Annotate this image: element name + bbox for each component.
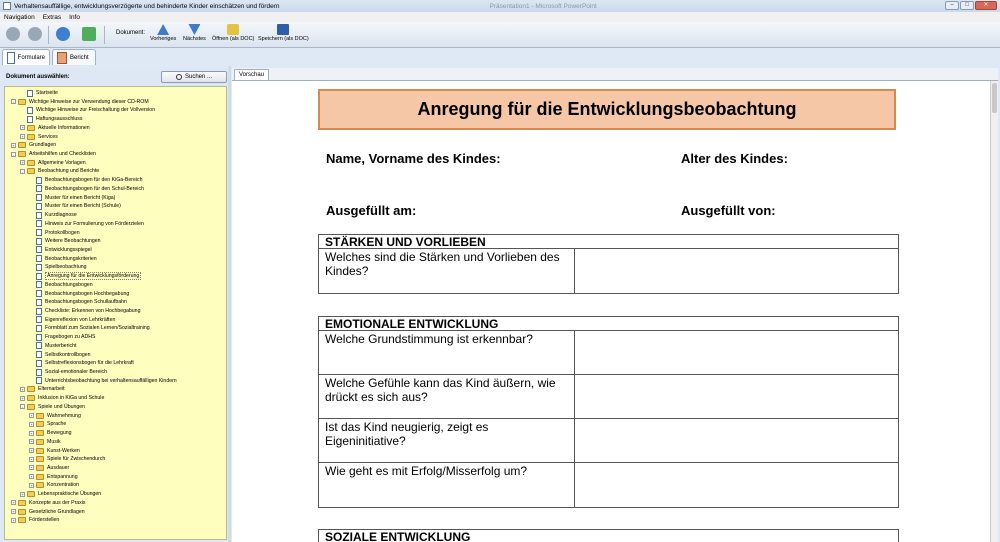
open-doc-label: Öffnen (als DOC) bbox=[212, 36, 255, 42]
tree-item-label: Muster für einen Bericht (Kiga) bbox=[45, 194, 116, 201]
tree-item[interactable] bbox=[29, 229, 80, 237]
answer-cell[interactable] bbox=[575, 331, 898, 374]
document-icon bbox=[36, 334, 42, 341]
section-heading: EMOTIONALE ENTWICKLUNG bbox=[319, 317, 898, 331]
collapse-icon[interactable]: - bbox=[21, 168, 24, 174]
folder-icon bbox=[18, 500, 26, 506]
document-icon bbox=[36, 255, 42, 262]
tree-item[interactable] bbox=[29, 429, 72, 437]
document-tree bbox=[4, 86, 227, 540]
expand-icon[interactable]: + bbox=[12, 517, 15, 523]
document-label: Dokument: bbox=[116, 30, 146, 36]
left-panel-header bbox=[2, 68, 227, 85]
tree-item[interactable] bbox=[11, 499, 86, 507]
tree-item[interactable] bbox=[29, 194, 115, 202]
tree-item[interactable] bbox=[29, 447, 80, 455]
tree-item[interactable] bbox=[29, 420, 66, 428]
tree-item[interactable] bbox=[29, 202, 121, 210]
close-button[interactable]: ✕ bbox=[975, 1, 997, 10]
tree-item-label: Wichtige Hinweise zur Verwendung dieser CD-ROM bbox=[29, 98, 149, 105]
tree-item-label: Unterrichtsbeobachtung bei verhaltensauffälligen Kindern bbox=[45, 377, 177, 384]
tree-item-label: Musik bbox=[47, 438, 61, 445]
folder-icon bbox=[36, 448, 44, 454]
expand-icon[interactable]: + bbox=[30, 413, 33, 419]
folder-icon bbox=[27, 134, 35, 140]
tree-item-label: Beobachtungsbogen für den KiGa-Bereich bbox=[45, 177, 143, 184]
tree-item[interactable] bbox=[29, 464, 69, 472]
tree-item-label: Beobachtungsbogen Hochbegabung bbox=[45, 290, 130, 297]
document-icon bbox=[27, 107, 33, 114]
tree-item[interactable] bbox=[11, 516, 59, 524]
section-staerken bbox=[318, 234, 899, 294]
tree-item[interactable] bbox=[29, 333, 95, 341]
save-doc-button[interactable] bbox=[258, 24, 309, 42]
tab-formulare[interactable] bbox=[2, 49, 50, 65]
collapse-icon[interactable]: - bbox=[12, 99, 15, 105]
folder-icon bbox=[18, 99, 26, 105]
question-text: Welches sind die Stärken und Vorlieben des Kindes? bbox=[319, 249, 575, 293]
question-text: Welche Grundstimmung ist erkennbar? bbox=[319, 331, 575, 374]
tree-item[interactable] bbox=[11, 141, 56, 149]
menu-navigation[interactable]: Navigation bbox=[4, 13, 35, 21]
expand-icon[interactable]: + bbox=[12, 500, 15, 506]
preview-pane bbox=[232, 68, 998, 542]
forward-icon[interactable] bbox=[28, 27, 42, 41]
document-icon bbox=[36, 325, 42, 332]
tree-item-label: Allgemeine Vorlagen bbox=[38, 159, 86, 166]
tree-item-label: Muster für einen Bericht (Schule) bbox=[45, 203, 121, 210]
tree-item-label: Protokollbogen bbox=[45, 229, 80, 236]
tree-item-label: Wahrnehmung bbox=[47, 412, 81, 419]
document-icon bbox=[36, 238, 42, 245]
tree-item[interactable] bbox=[20, 403, 85, 411]
tree-item[interactable] bbox=[29, 377, 177, 385]
answer-cell[interactable] bbox=[575, 375, 898, 418]
expand-icon[interactable]: + bbox=[12, 142, 15, 148]
question-row bbox=[319, 375, 898, 419]
back-icon[interactable] bbox=[6, 27, 20, 41]
folder-icon bbox=[18, 142, 26, 148]
tree-item-label: Entwicklungsspiegel bbox=[45, 246, 92, 253]
tree-item[interactable] bbox=[29, 176, 142, 184]
tree-item-label: Eigenreflexion von Lehrkräften bbox=[45, 316, 116, 323]
tab-vorschau[interactable]: Vorschau bbox=[234, 69, 269, 80]
expand-icon[interactable]: + bbox=[30, 448, 33, 454]
document-icon bbox=[36, 299, 42, 306]
menu-extras[interactable]: Extras bbox=[42, 13, 62, 21]
document-icon bbox=[36, 308, 42, 315]
tree-item-label: Konzentration bbox=[47, 482, 80, 489]
tree-item-label: Entspannung bbox=[47, 473, 78, 480]
tree-item[interactable] bbox=[29, 281, 93, 289]
tree-item[interactable] bbox=[29, 237, 101, 245]
folder-icon bbox=[18, 517, 26, 523]
tree-item[interactable] bbox=[29, 438, 61, 446]
question-text: Welche Gefühle kann das Kind äußern, wie drückt es sich aus? bbox=[319, 375, 575, 418]
folder-icon bbox=[18, 151, 26, 157]
tree-item[interactable] bbox=[29, 290, 129, 298]
tree-item-label: Inklusion in KiGa und Schule bbox=[38, 395, 105, 402]
toolbar-separator bbox=[104, 26, 105, 44]
tree-item-label: Beobachtungsbogen bbox=[45, 281, 93, 288]
tree-item-label: Weitere Beobachtungen bbox=[45, 238, 101, 245]
folder-icon bbox=[36, 465, 44, 471]
filled-by-label: Ausgefüllt von: bbox=[681, 203, 776, 218]
tree-item[interactable] bbox=[11, 98, 149, 106]
tree-item[interactable] bbox=[29, 342, 76, 350]
document-icon bbox=[36, 185, 42, 192]
question-text: Ist das Kind neugierig, zeigt es Eigeninitiative? bbox=[319, 419, 575, 462]
question-row bbox=[319, 463, 898, 507]
form-icon bbox=[7, 52, 15, 64]
tree-item[interactable] bbox=[20, 159, 86, 167]
tree-item[interactable] bbox=[20, 167, 99, 175]
tree-item[interactable] bbox=[29, 185, 144, 193]
expand-icon[interactable]: + bbox=[30, 421, 33, 427]
window-title: Verhaltensauffällige, entwicklungsverzögerte und behinderte Kinder einschätzen und fördern bbox=[14, 2, 280, 10]
document-icon bbox=[36, 194, 42, 201]
toolbar-separator bbox=[48, 26, 49, 44]
folder-icon bbox=[36, 413, 44, 419]
tree-item-label: Gesetzliche Grundlagen bbox=[29, 508, 85, 515]
section-heading: SOZIALE ENTWICKLUNG bbox=[319, 530, 898, 542]
collapse-icon[interactable]: - bbox=[12, 151, 15, 157]
filled-on-label: Ausgefüllt am: bbox=[326, 203, 417, 218]
document-icon bbox=[36, 290, 42, 297]
tree-item-label: Förderstellen bbox=[29, 517, 60, 524]
folder-icon bbox=[36, 430, 44, 436]
document-icon bbox=[36, 246, 42, 253]
question-row bbox=[319, 331, 898, 375]
previous-button[interactable] bbox=[150, 24, 176, 42]
form-title: Anregung für die Entwicklungsbeobachtung bbox=[417, 99, 797, 119]
folder-icon bbox=[27, 125, 35, 131]
open-folder-icon bbox=[227, 24, 239, 35]
tree-item-label: Haftungsausschluss bbox=[36, 116, 83, 123]
app-icon bbox=[3, 2, 11, 10]
document-icon bbox=[27, 116, 33, 123]
question-row bbox=[319, 249, 898, 293]
exit-icon[interactable] bbox=[82, 27, 96, 41]
tree-item-label: Beobachtung und Berichte bbox=[38, 168, 100, 175]
menu-bar bbox=[0, 12, 1000, 22]
tree-item[interactable] bbox=[11, 150, 96, 158]
tree-item[interactable] bbox=[29, 455, 105, 463]
tree-item-label: Sozial-emotionaler Bereich bbox=[45, 369, 107, 376]
expand-icon[interactable]: + bbox=[21, 386, 24, 392]
answer-cell[interactable] bbox=[575, 419, 898, 462]
document-icon bbox=[36, 351, 42, 358]
tree-item[interactable] bbox=[20, 115, 82, 123]
tree-item[interactable] bbox=[29, 211, 77, 219]
tab-bericht-label: Bericht bbox=[70, 54, 89, 61]
tree-item[interactable] bbox=[29, 255, 97, 263]
tree-item[interactable] bbox=[20, 490, 101, 498]
tree-item-label: Selbstreflexionsbogen für die Lehrkraft bbox=[45, 360, 134, 367]
menu-info[interactable]: Info bbox=[69, 13, 80, 21]
open-doc-button[interactable] bbox=[212, 24, 254, 42]
document-icon bbox=[36, 377, 42, 384]
tree-item[interactable] bbox=[29, 368, 107, 376]
expand-icon[interactable]: + bbox=[30, 439, 33, 445]
next-label: Nächstes bbox=[183, 36, 206, 42]
help-icon[interactable] bbox=[56, 27, 70, 41]
tree-item-label: Ausdauer bbox=[47, 464, 70, 471]
expand-icon[interactable]: + bbox=[30, 430, 33, 436]
arrow-up-icon bbox=[157, 24, 169, 35]
document-icon bbox=[36, 369, 42, 376]
arrow-down-icon bbox=[188, 24, 200, 35]
tree-item-label: Services bbox=[38, 133, 58, 140]
tree-item[interactable] bbox=[29, 220, 144, 228]
document-icon bbox=[36, 342, 42, 349]
expand-icon[interactable]: + bbox=[21, 125, 24, 131]
tree-item[interactable] bbox=[29, 359, 134, 367]
tree-item-label: Kunst-Werken bbox=[47, 447, 80, 454]
search-button[interactable] bbox=[161, 71, 227, 83]
document-icon bbox=[36, 281, 42, 288]
form-title-box bbox=[318, 89, 896, 130]
folder-icon bbox=[27, 168, 35, 174]
search-icon bbox=[176, 74, 182, 80]
tree-item[interactable] bbox=[29, 324, 150, 332]
previous-label: Vorheriges bbox=[150, 36, 177, 42]
expand-icon[interactable]: + bbox=[30, 465, 33, 471]
folder-icon bbox=[18, 509, 26, 515]
tree-item-label: Beobachtungsbogen Schullaufbahn bbox=[45, 299, 127, 306]
tree-item-label: Arbeitshilfen und Checklisten bbox=[29, 151, 96, 158]
tree-item-label: Aktuelle Informationen bbox=[38, 124, 90, 131]
maximize-button[interactable]: □ bbox=[960, 1, 974, 10]
tree-item[interactable] bbox=[29, 481, 79, 489]
document-icon bbox=[36, 177, 42, 184]
document-icon bbox=[36, 316, 42, 323]
section-emotionale bbox=[318, 316, 899, 508]
tree-item-label: Spiele und Übungen bbox=[38, 403, 86, 410]
question-row bbox=[319, 419, 898, 463]
name-label: Name, Vorname des Kindes: bbox=[326, 151, 501, 166]
document-icon bbox=[36, 264, 42, 271]
tree-item-label: Anregung für die Entwicklungsförderung bbox=[47, 273, 140, 280]
tree-item[interactable] bbox=[29, 307, 140, 315]
document-icon bbox=[36, 229, 42, 236]
tree-item[interactable] bbox=[29, 272, 141, 280]
scrollbar-thumb[interactable] bbox=[992, 83, 997, 113]
age-label: Alter des Kindes: bbox=[681, 151, 788, 166]
tree-item-label: Kurzdiagnose bbox=[45, 212, 77, 219]
tree-item-label: Fragebogen zu ADHS bbox=[45, 334, 96, 341]
tree-item-label: Lebenspraktische Übungen bbox=[38, 491, 102, 498]
tree-item[interactable] bbox=[29, 412, 81, 420]
document-icon bbox=[36, 212, 42, 219]
folder-icon bbox=[27, 160, 35, 166]
section-heading: STÄRKEN UND VORLIEBEN bbox=[319, 235, 898, 249]
tree-item[interactable] bbox=[11, 508, 85, 516]
document-icon bbox=[36, 220, 42, 227]
tree-item-label: Bewegung bbox=[47, 430, 72, 437]
expand-icon[interactable]: + bbox=[21, 491, 24, 497]
save-doc-label: Speichern (als DOC) bbox=[258, 36, 309, 42]
tree-item-label: Spiele für Zwischendurch bbox=[47, 456, 106, 463]
tree-item[interactable] bbox=[20, 133, 58, 141]
tree-item[interactable] bbox=[29, 473, 78, 481]
folder-icon bbox=[36, 474, 44, 480]
tree-item-label: Startseite bbox=[36, 90, 58, 96]
folder-icon bbox=[36, 439, 44, 445]
question-text: Wie geht es mit Erfolg/Misserfolg um? bbox=[319, 463, 575, 507]
tree-item-label: Grundlagen bbox=[29, 142, 57, 149]
tree-item-label: Konzepte aus der Praxis bbox=[29, 499, 86, 506]
tree-item-label: Spielbeobachtung bbox=[45, 264, 87, 271]
tree-item[interactable] bbox=[29, 316, 115, 324]
tree-item[interactable] bbox=[20, 89, 58, 97]
expand-icon[interactable]: + bbox=[21, 134, 24, 140]
select-document-label: Dokument auswählen: bbox=[6, 74, 70, 80]
folder-icon bbox=[36, 456, 44, 462]
document-icon bbox=[27, 90, 33, 97]
folder-icon bbox=[36, 482, 44, 488]
tree-item-label: Wichtige Hinweise zur Freischaltung der Vollversion bbox=[36, 107, 156, 114]
section-soziale bbox=[318, 529, 899, 542]
search-button-label: Suchen ... bbox=[184, 74, 213, 80]
answer-cell[interactable] bbox=[575, 249, 898, 293]
tab-formulare-label: Formulare bbox=[17, 54, 45, 61]
document-preview bbox=[232, 80, 998, 542]
tree-item[interactable] bbox=[20, 394, 104, 402]
window-controls bbox=[945, 1, 997, 10]
expand-icon[interactable]: + bbox=[30, 482, 33, 488]
tree-item[interactable] bbox=[29, 263, 87, 271]
tree-item-label: Formblatt zum Sozialen Lernen/Sozialtraining bbox=[45, 325, 150, 332]
tree-item-label: Elternarbeit bbox=[38, 386, 65, 393]
title-bar bbox=[0, 0, 1000, 12]
pane-splitter[interactable] bbox=[228, 66, 231, 542]
minimize-button[interactable]: – bbox=[945, 1, 959, 10]
main-tab-bar bbox=[0, 48, 1000, 66]
tree-item[interactable] bbox=[20, 385, 65, 393]
tree-item[interactable] bbox=[29, 298, 127, 306]
next-button[interactable] bbox=[183, 24, 206, 42]
tree-item-label: Selbstkontrollbogen bbox=[45, 351, 91, 358]
tree-item-label: Musterbericht bbox=[45, 342, 77, 349]
tree-item-label: Beobachtungsbogen für den Schul-Bereich bbox=[45, 185, 144, 192]
tree-item[interactable] bbox=[20, 124, 90, 132]
report-icon bbox=[57, 52, 67, 64]
collapse-icon[interactable]: - bbox=[21, 404, 24, 410]
tree-item-label: Beobachtungskriterien bbox=[45, 255, 97, 262]
expand-icon[interactable]: + bbox=[30, 456, 33, 462]
toolbar bbox=[0, 22, 1000, 48]
folder-icon bbox=[27, 491, 35, 497]
folder-icon bbox=[27, 395, 35, 401]
document-icon bbox=[36, 360, 42, 367]
save-disk-icon bbox=[277, 24, 289, 35]
expand-icon[interactable]: + bbox=[12, 509, 15, 515]
folder-icon bbox=[27, 404, 35, 410]
tree-item-label: Checkliste: Erkennen von Hochbegabung bbox=[45, 308, 141, 314]
window-title-faded: Präsentation1 - Microsoft PowerPoint bbox=[489, 2, 597, 10]
expand-icon[interactable]: + bbox=[21, 395, 24, 401]
tree-item[interactable] bbox=[29, 246, 92, 254]
tree-item[interactable] bbox=[20, 106, 155, 114]
tree-item[interactable] bbox=[29, 351, 91, 359]
tree-item-label: Sprache bbox=[47, 421, 67, 428]
folder-icon bbox=[36, 421, 44, 427]
expand-icon[interactable]: + bbox=[30, 474, 33, 480]
answer-cell[interactable] bbox=[575, 463, 898, 507]
document-icon bbox=[36, 273, 42, 280]
tab-bericht[interactable] bbox=[52, 49, 96, 65]
expand-icon[interactable]: + bbox=[21, 160, 24, 166]
folder-icon bbox=[27, 386, 35, 392]
tree-item-label: Hinweis zur Formulierung von Förderzielen bbox=[45, 220, 144, 227]
document-icon bbox=[36, 203, 42, 210]
vertical-scrollbar[interactable] bbox=[990, 81, 998, 542]
